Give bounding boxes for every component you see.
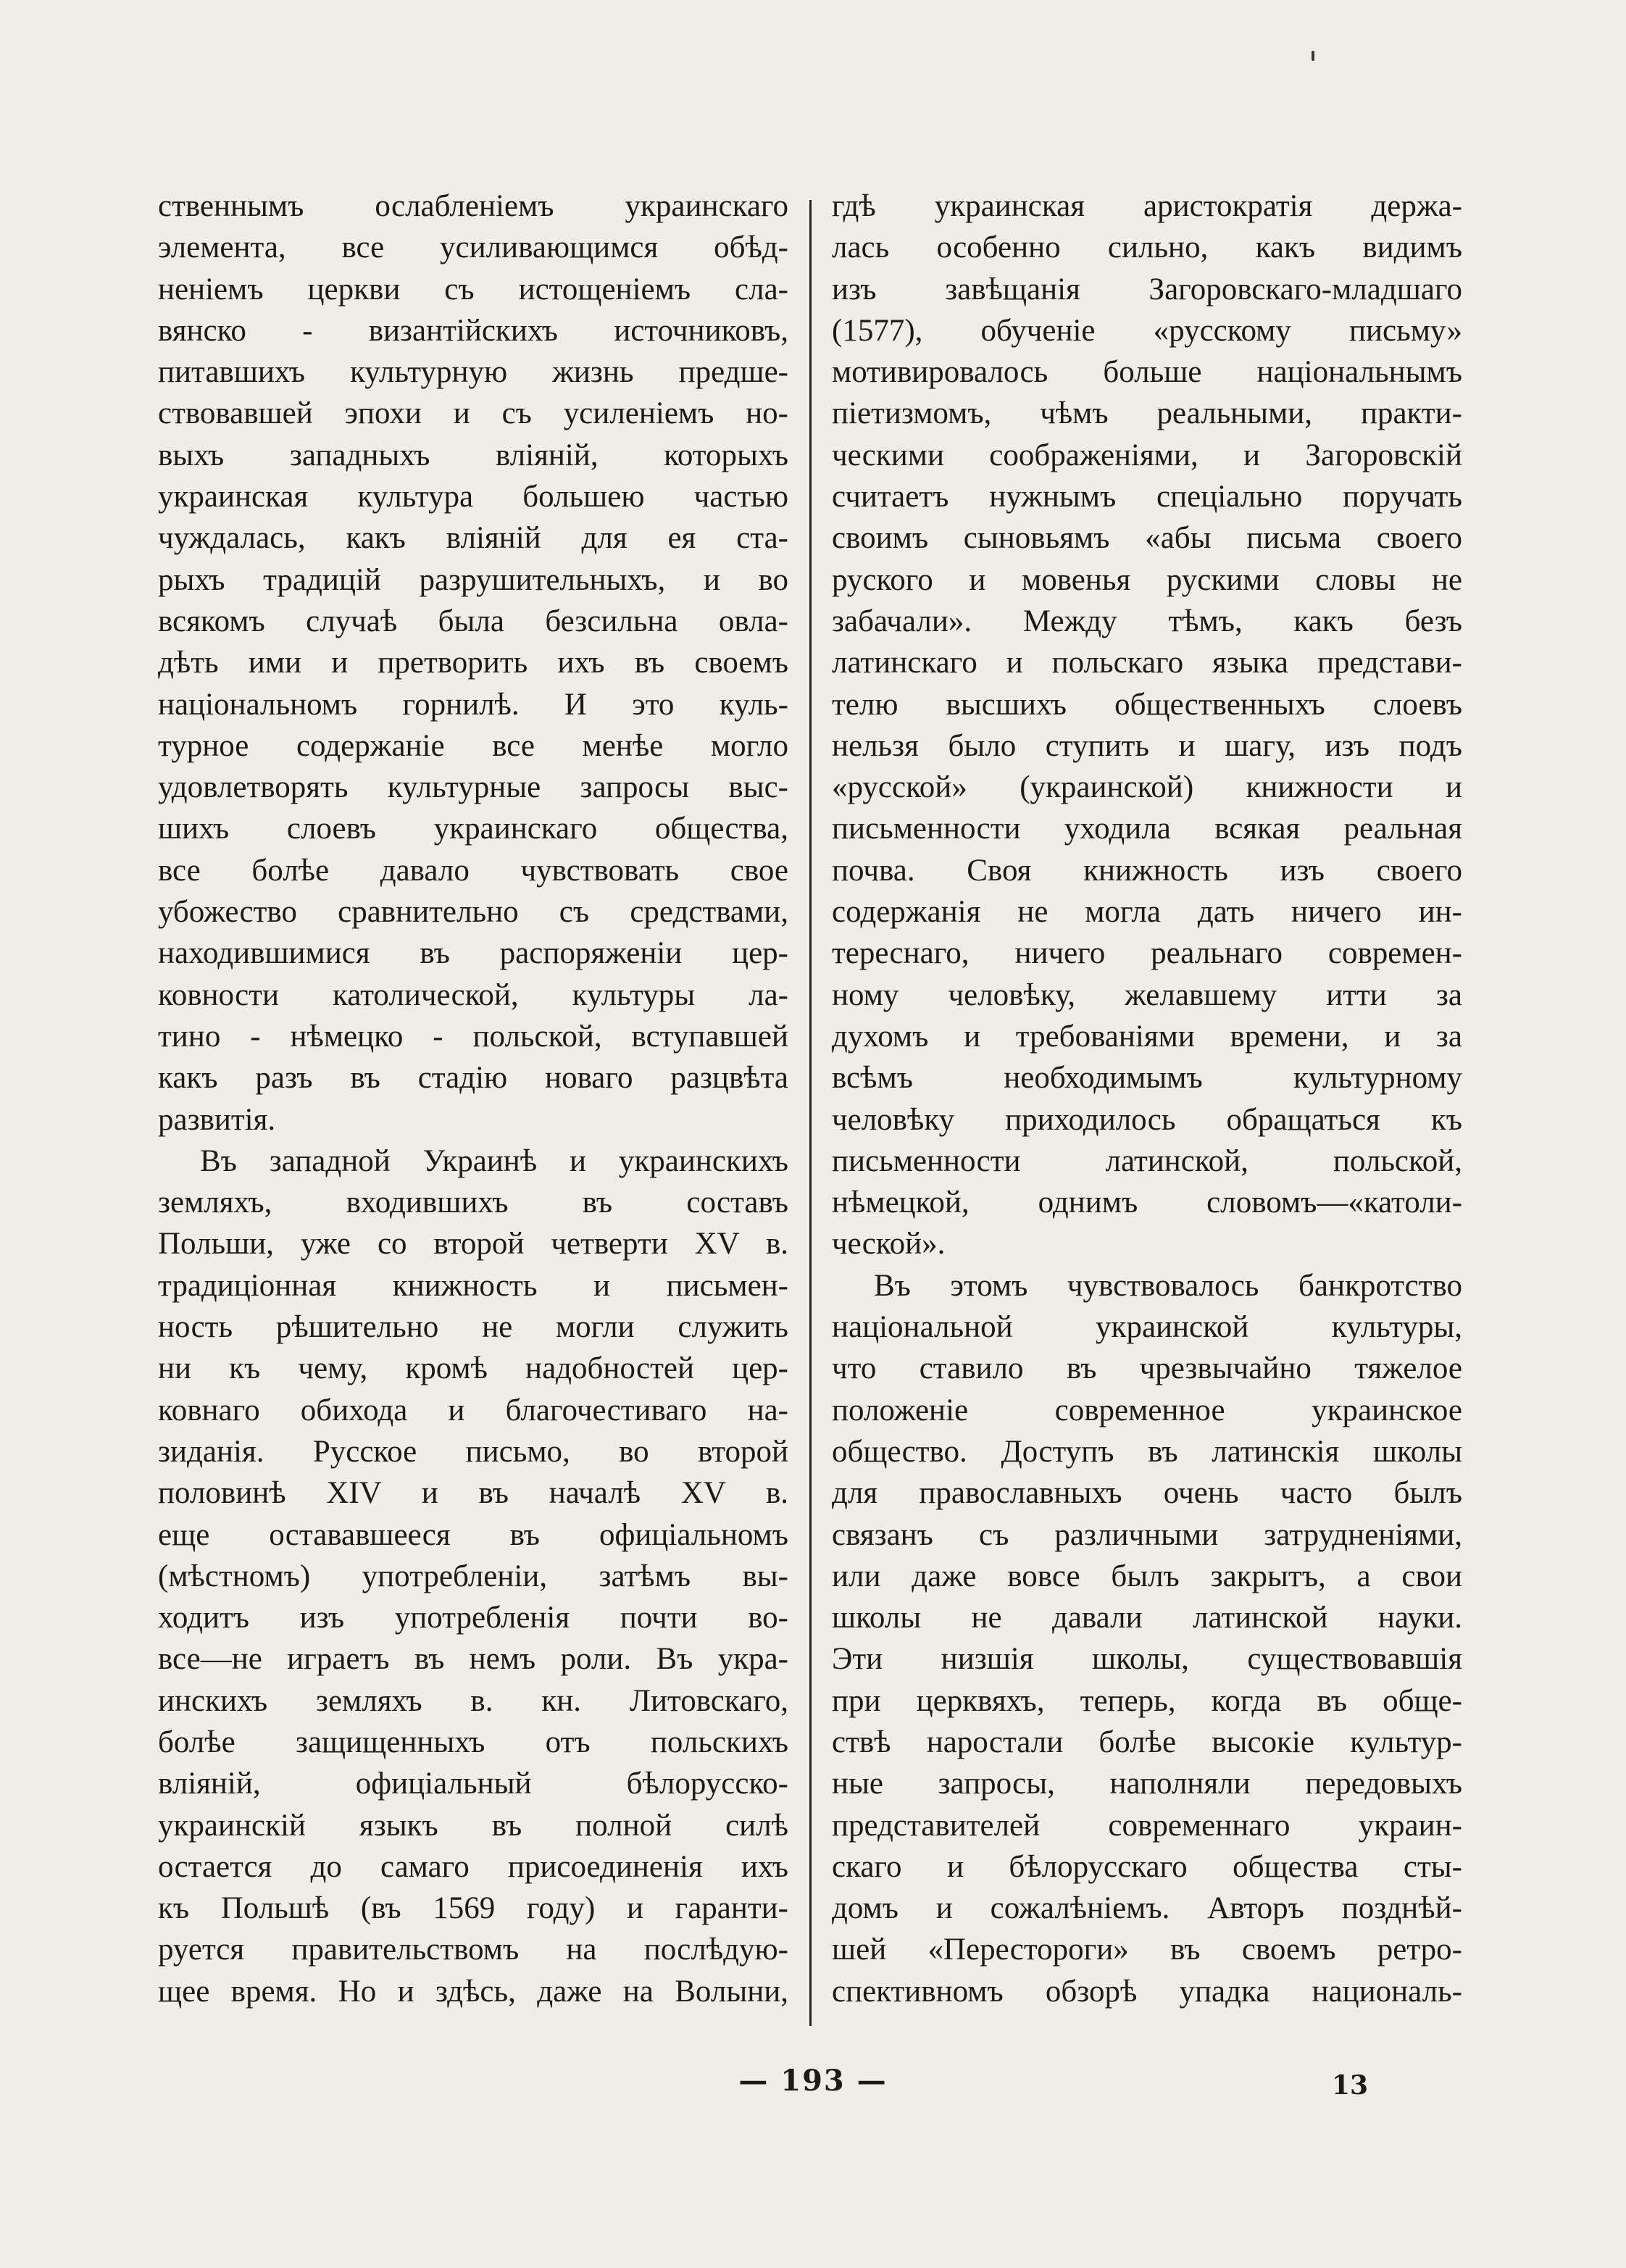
- text-line: украинская культура большею частью: [158, 480, 788, 514]
- text-line: руется правительствомъ на послѣдую-: [158, 1933, 788, 1967]
- text-line: связанъ съ различными затрудненіями,: [832, 1517, 1462, 1552]
- text-line: національной украинской культуры,: [832, 1310, 1462, 1345]
- text-line: письменности уходила всякая реальная: [832, 812, 1462, 846]
- text-line: руского и мовенья рускими словы не: [832, 562, 1462, 597]
- text-line: выхъ западныхъ вліяній, которыхъ: [158, 438, 788, 472]
- text-line: забачали». Между тѣмъ, какъ безъ: [832, 604, 1462, 638]
- text-line: (мѣстномъ) употребленіи, затѣмъ вы-: [158, 1559, 788, 1593]
- text-line: турное содержаніе все менѣе могло: [158, 728, 788, 763]
- page-number: — 193 —: [738, 2064, 888, 2098]
- text-line: развитія.: [158, 1102, 276, 1137]
- text-line: телю высшихъ общественныхъ слоевъ: [832, 687, 1462, 722]
- text-line: Въ западной Украинѣ и украинскихъ: [200, 1143, 788, 1178]
- text-line: ность рѣшительно не могли служить: [158, 1310, 788, 1345]
- text-line: домъ и сожалѣніемъ. Авторъ позднѣй-: [832, 1891, 1462, 1926]
- text-line: ковности католической, культуры ла-: [158, 977, 788, 1012]
- text-line: щее время. Но и здѣсь, даже на Волыни,: [158, 1974, 788, 2009]
- text-line: все—не играетъ въ немъ роли. Въ укра-: [158, 1642, 788, 1677]
- text-line: традиціонная книжность и письмен-: [158, 1268, 788, 1303]
- text-line: ственнымъ ослабленіемъ украинскаго: [158, 189, 788, 223]
- text-line: мотивировалось больше національнымъ: [832, 355, 1462, 390]
- text-line: «русской» (украинской) книжности и: [832, 770, 1462, 805]
- text-line: латинскаго и польскаго языка представи-: [832, 646, 1462, 680]
- text-line: изъ завѣщанія Загоровскаго-младшаго: [832, 272, 1462, 307]
- text-line: земляхъ, входившихъ въ составъ: [158, 1185, 788, 1220]
- text-line: всѣмъ необходимымъ культурному: [832, 1061, 1462, 1096]
- text-line: школы не давали латинской науки.: [832, 1601, 1462, 1635]
- text-line: всякомъ случаѣ была безсильна овла-: [158, 604, 788, 638]
- text-line: нѣмецкой, однимъ словомъ—«католи-: [832, 1185, 1462, 1220]
- text-line: человѣку приходилось обращаться къ: [832, 1102, 1462, 1137]
- text-line: тереснаго, ничего реальнаго современ-: [832, 936, 1462, 971]
- text-line: находившимися въ распоряженіи цер-: [158, 936, 788, 971]
- right-text-column: [832, 185, 1462, 2012]
- text-line: Эти низшія школы, существовавшія: [832, 1642, 1462, 1677]
- text-line: какъ разъ въ стадію новаго разцвѣта: [158, 1061, 788, 1096]
- text-line: (1577), обученіе «русскому письму»: [832, 313, 1462, 348]
- text-line: украинскій языкъ въ полной силѣ: [158, 1808, 788, 1843]
- text-line: болѣе защищенныхъ отъ польскихъ: [158, 1725, 788, 1759]
- text-line: для православныхъ очень часто былъ: [832, 1476, 1462, 1511]
- text-line: общество. Доступъ въ латинскія школы: [832, 1434, 1462, 1469]
- text-line: неніемъ церкви съ истощеніемъ сла-: [158, 272, 788, 307]
- text-line: шей «Перестороги» въ своемъ ретро-: [832, 1933, 1462, 1967]
- text-line: половинѣ XIV и въ началѣ XV в.: [158, 1476, 788, 1511]
- text-line: все болѣе давало чувствовать свое: [158, 853, 788, 888]
- text-line: ные запросы, наполняли передовыхъ: [832, 1767, 1462, 1801]
- text-line: элемента, все усиливающимся обѣд-: [158, 230, 788, 265]
- text-line: шихъ слоевъ украинскаго общества,: [158, 812, 788, 846]
- left-text-column: [158, 185, 788, 2012]
- text-line: скаго и бѣлорусскаго общества сты-: [832, 1849, 1462, 1884]
- text-line: содержанія не могла дать ничего ин-: [832, 895, 1462, 930]
- text-line: что ставило въ чрезвычайно тяжелое: [832, 1351, 1462, 1386]
- text-line: вліяній, офиціальный бѣлорусско-: [158, 1767, 788, 1801]
- text-line: національномъ горнилѣ. И это куль-: [158, 687, 788, 722]
- column-divider: [809, 200, 812, 2026]
- text-line: ствовавшей эпохи и съ усиленіемъ но-: [158, 396, 788, 431]
- text-line: Польши, уже со второй четверти XV в.: [158, 1227, 788, 1262]
- text-line: лась особенно сильно, какъ видимъ: [832, 230, 1462, 265]
- text-line: дѣть ими и претворить ихъ въ своемъ: [158, 646, 788, 680]
- text-line: положеніе современное украинское: [832, 1393, 1462, 1427]
- text-line: остается до самаго присоединенія ихъ: [158, 1849, 788, 1884]
- paper-speck: [1312, 51, 1314, 61]
- text-line: ному человѣку, желавшему итти за: [832, 977, 1462, 1012]
- text-line: піетизмомъ, чѣмъ реальными, практи-: [832, 396, 1462, 431]
- text-line: представителей современнаго украин-: [832, 1808, 1462, 1843]
- text-line: спективномъ обзорѣ упадка националь-: [832, 1974, 1462, 2009]
- text-line: тино - нѣмецко - польской, вступавшей: [158, 1019, 788, 1054]
- text-line: ни къ чему, кромѣ надобностей цер-: [158, 1351, 788, 1386]
- text-line: инскихъ земляхъ в. кн. Литовскаго,: [158, 1683, 788, 1718]
- text-line: или даже вовсе былъ закрытъ, а свои: [832, 1559, 1462, 1593]
- text-line: при церквяхъ, теперь, когда въ обще-: [832, 1683, 1462, 1718]
- text-line: рыхъ традицій разрушительныхъ, и во: [158, 562, 788, 597]
- text-line: нельзя было ступить и шагу, изъ подъ: [832, 728, 1462, 763]
- text-line: считаетъ нужнымъ спеціально поручать: [832, 480, 1462, 514]
- text-line: ческими соображеніями, и Загоровскій: [832, 438, 1462, 472]
- text-line: ходитъ изъ употребленія почти во-: [158, 1601, 788, 1635]
- text-line: своимъ сыновьямъ «абы письма своего: [832, 521, 1462, 556]
- text-line: ковнаго обихода и благочестиваго на-: [158, 1393, 788, 1427]
- text-line: Въ этомъ чувствовалось банкротство: [874, 1268, 1462, 1303]
- text-line: чуждалась, какъ вліяній для ея ста-: [158, 521, 788, 556]
- text-line: еще остававшееся въ офиціальномъ: [158, 1517, 788, 1552]
- text-line: духомъ и требованіями времени, и за: [832, 1019, 1462, 1054]
- text-line: къ Польшѣ (въ 1569 году) и гаранти-: [158, 1891, 788, 1926]
- text-line: письменности латинской, польской,: [832, 1143, 1462, 1178]
- text-line: удовлетворять культурные запросы выс-: [158, 770, 788, 805]
- text-line: питавшихъ культурную жизнь предше-: [158, 355, 788, 390]
- text-line: ствѣ наростали болѣе высокіе культур-: [832, 1725, 1462, 1759]
- signature-mark: 13: [1332, 2070, 1369, 2101]
- text-line: вянско - византійскихъ источниковъ,: [158, 313, 788, 348]
- text-line: гдѣ украинская аристократія держа-: [832, 189, 1462, 223]
- text-line: зиданія. Русское письмо, во второй: [158, 1434, 788, 1469]
- text-line: ческой».: [832, 1227, 946, 1262]
- text-line: убожество сравнительно съ средствами,: [158, 895, 788, 930]
- text-line: почва. Своя книжность изъ своего: [832, 853, 1462, 888]
